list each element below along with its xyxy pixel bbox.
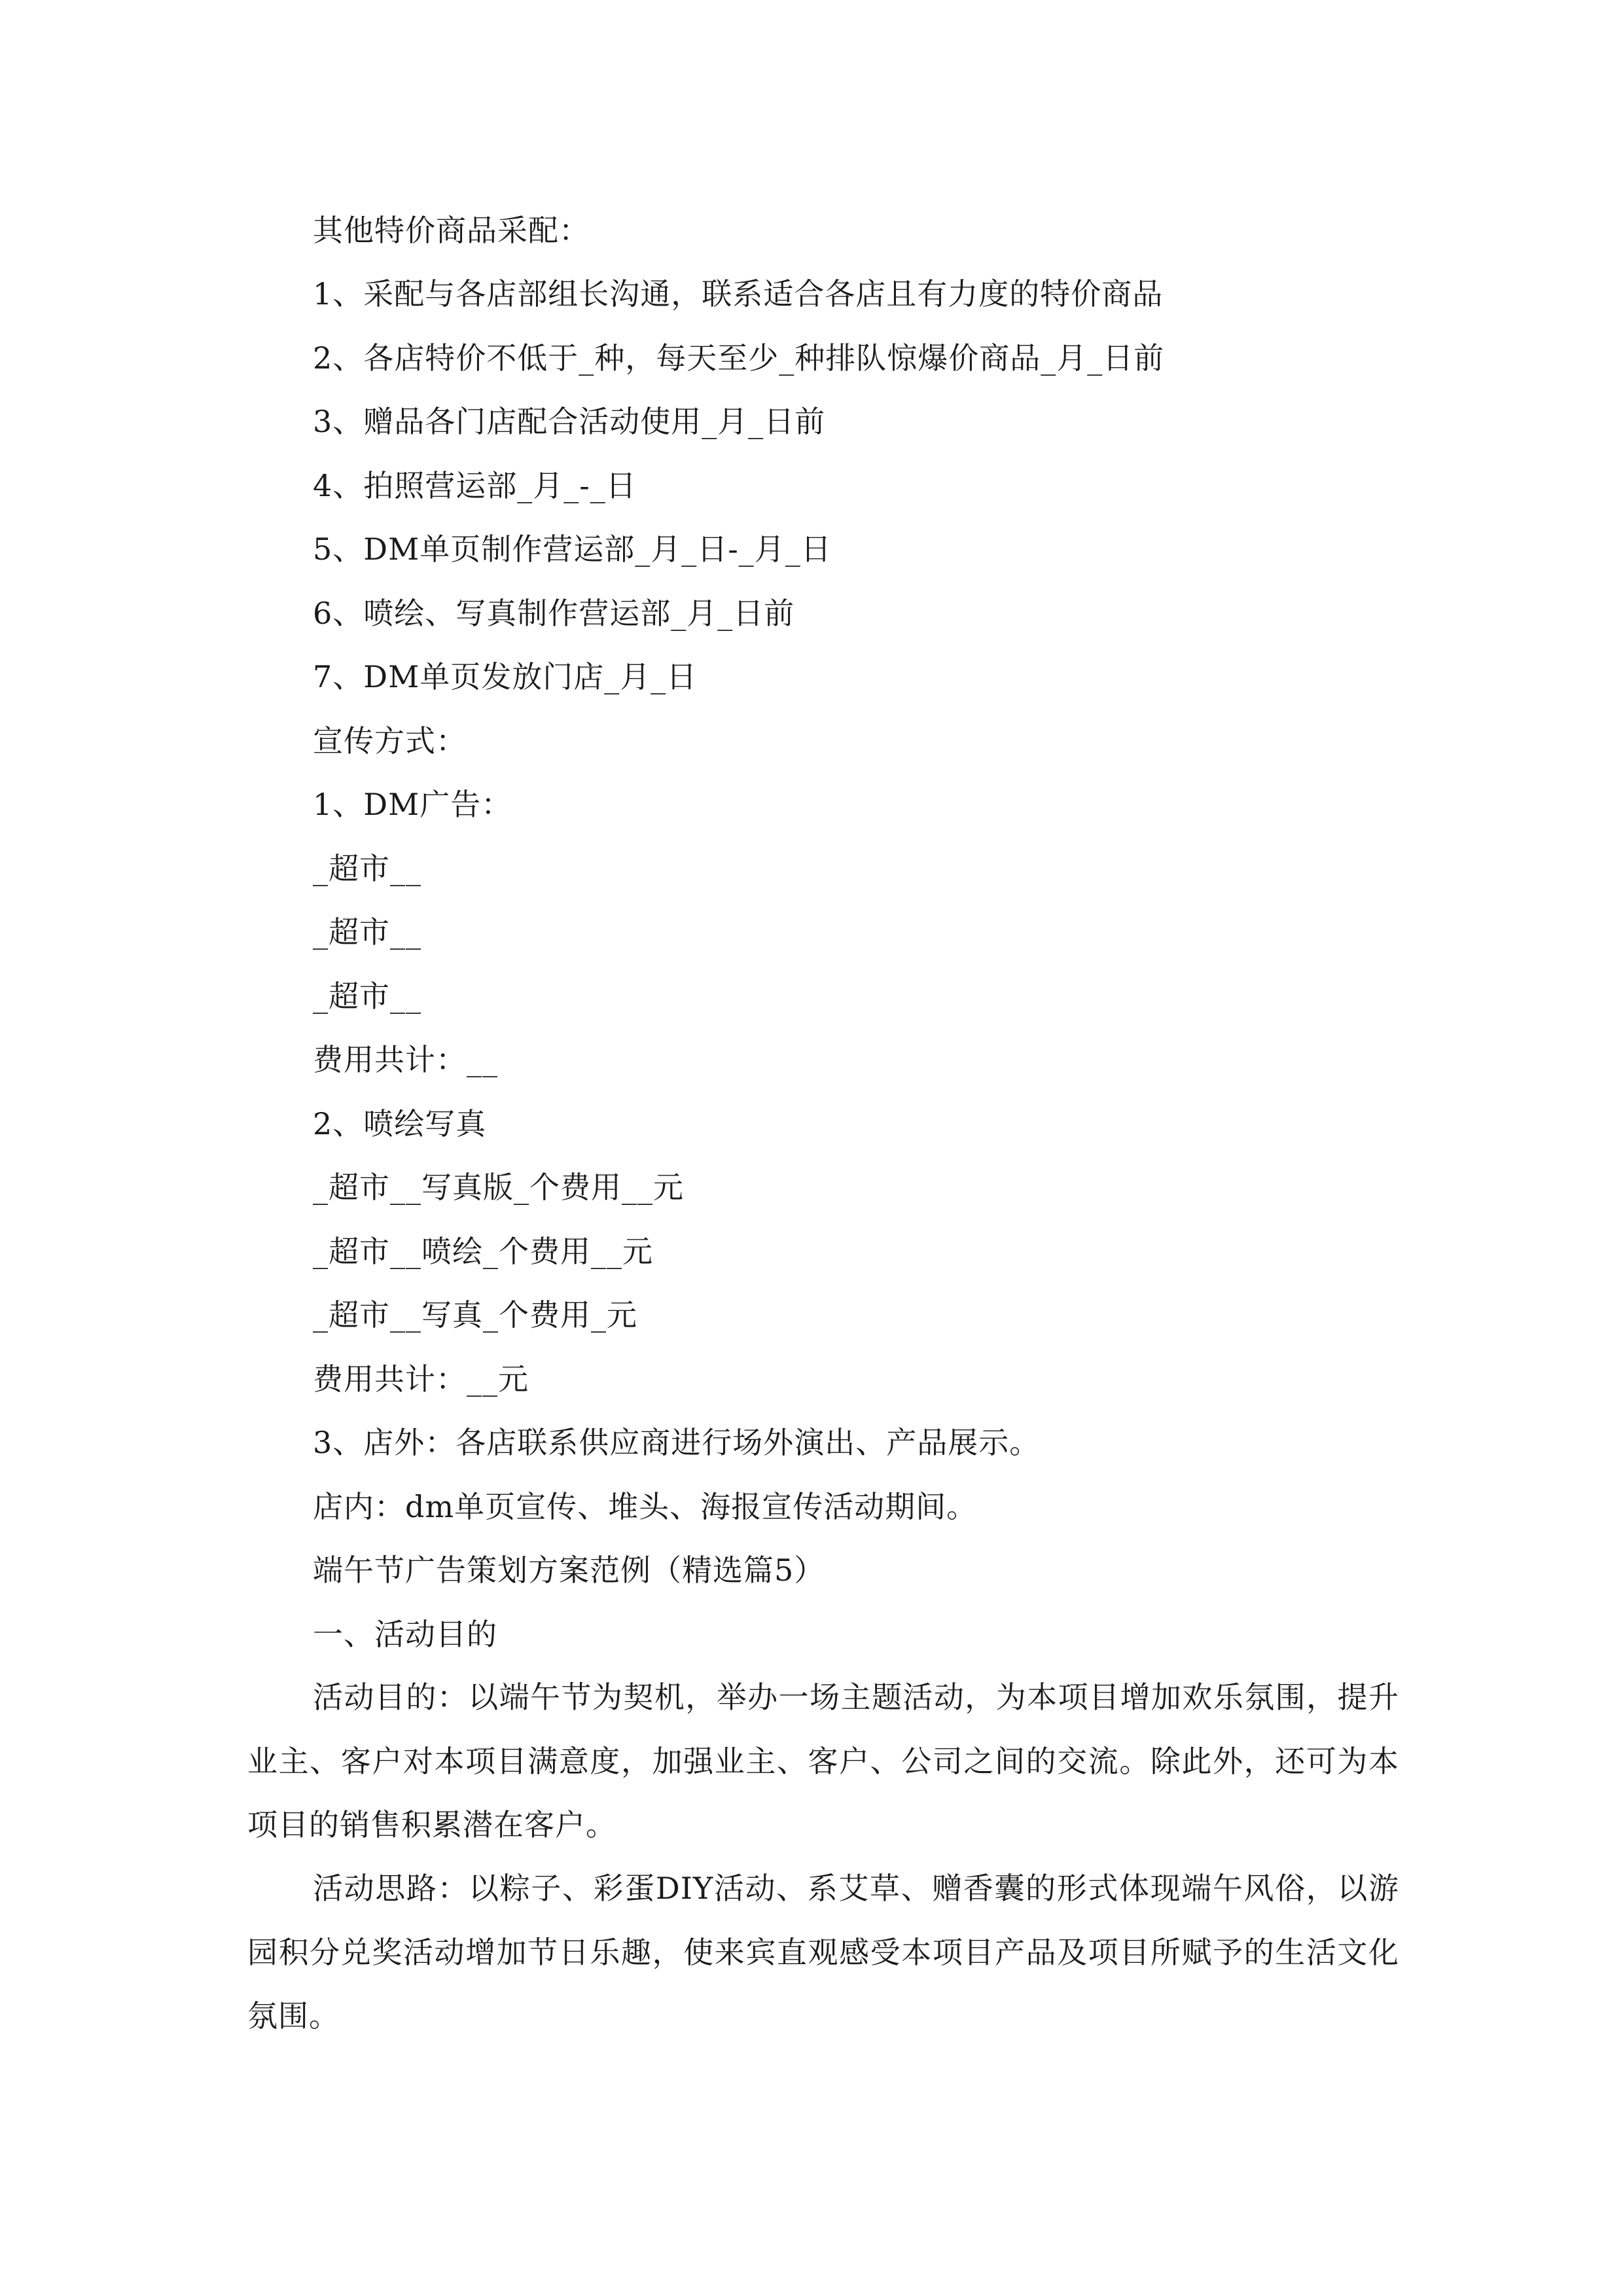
text-line: _超市__: [313, 978, 421, 1014]
list-item: 2、各店特价不低于_种，每天至少_种排队惊爆价商品_月_日前: [313, 340, 1165, 376]
list-item: 5、DM单页制作营运部_月_日-_月_日: [313, 531, 832, 567]
section-heading-purpose: 一、活动目的: [313, 1617, 497, 1652]
text-line: _超市__: [313, 914, 421, 950]
article-title: 端午节广告策划方案范例（精选篇5）: [313, 1552, 825, 1588]
list-item: 4、拍照营运部_月_-_日: [313, 468, 637, 503]
text-line: 费用共计：__元: [313, 1361, 529, 1397]
list-item: 1、DM广告：: [313, 787, 512, 822]
paragraph-approach: 活动思路：以粽子、彩蛋DIY活动、系艾草、赠香囊的形式体现端午风俗，以游园积分兑奖活动增加节日乐趣，使来宾直观感受本项目产品及项目所赋予的生活文化氛围。: [247, 1871, 1399, 2034]
text-line: _超市__: [313, 851, 421, 886]
paragraph-purpose: 活动目的：以端午节为契机，举办一场主题活动，为本项目增加欢乐氛围，提升业主、客户对本项目满意度，加强业主、客户、公司之间的交流。除此外，还可为本项目的销售积累潜在客户。: [247, 1679, 1399, 1842]
section-heading-promotion: 宣传方式：: [313, 723, 467, 759]
text-line: _超市__喷绘_个费用__元: [313, 1234, 653, 1269]
list-item: 2、喷绘写真: [313, 1106, 487, 1141]
list-item: 7、DM单页发放门店_月_日: [313, 659, 698, 694]
text-line: 费用共计：__: [313, 1042, 498, 1077]
text-line: 店内：dm单页宣传、堆头、海报宣传活动期间。: [313, 1489, 978, 1524]
list-item: 1、采配与各店部组长沟通，联系适合各店且有力度的特价商品: [313, 276, 1164, 312]
list-item: 6、喷绘、写真制作营运部_月_日前: [313, 596, 795, 631]
list-item: 3、赠品各门店配合活动使用_月_日前: [313, 404, 826, 439]
text-line: _超市__写真版_个费用__元: [313, 1170, 684, 1205]
text-line: _超市__写真_个费用_元: [313, 1297, 637, 1333]
section-heading-other-specials: 其他特价商品采配：: [313, 213, 590, 248]
list-item: 3、店外：各店联系供应商进行场外演出、产品展示。: [313, 1425, 1041, 1460]
